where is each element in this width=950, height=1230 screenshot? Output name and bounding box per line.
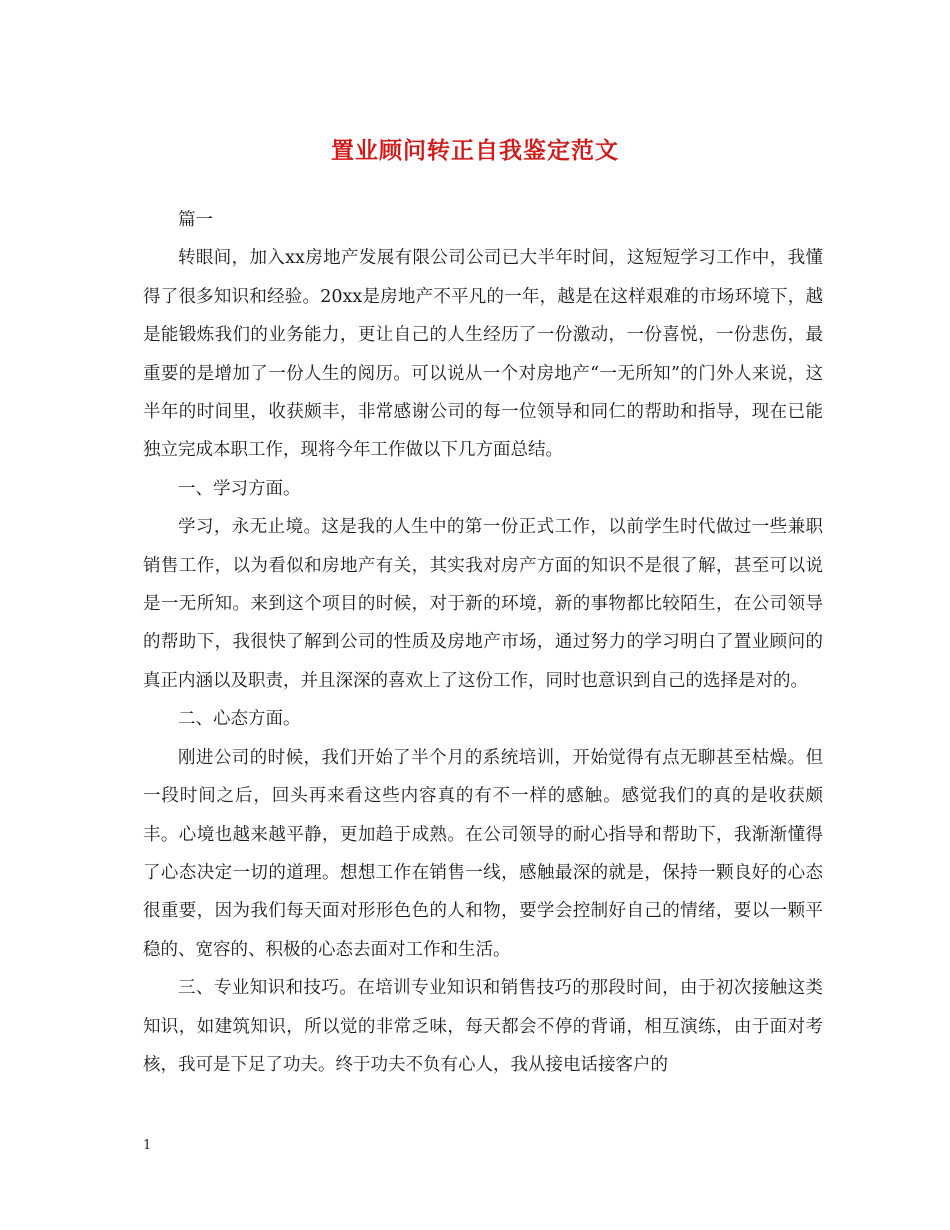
section-label: 篇一 [178,210,213,230]
document-body [143,201,823,1084]
body-paragraph: 刚进公司的时候，我们开始了半个月的系统培训，开始觉得有点无聊甚至枯燥。但一段时间之后，回头再来看这些内容真的有不一样的感触。感觉我们的真的是收获颇丰。心境也越来越平静，更加趋于成熟。在公司领导的耐心指导和帮助下，我渐渐懂得了心态决定一切的道理。想想工作在销售一线，感触最深的就是，保持一颗良好的心态很重要，因为我们每天面对形形色色的人和物，要学会控制好自己的情绪，要以一颗平稳的、宽容的、积极的心态去面对工作和生活。 [143,747,823,960]
body-paragraph: 三、专业知识和技巧。在培训专业知识和销售技巧的那段时间，由于初次接触这类知识，如建筑知识，所以觉的非常乏味，每天都会不停的背诵，相互演练，由于面对考核，我可是下足了功夫。终于功夫不负有心人，我从接电话接客户的 [143,978,823,1075]
page-number: 1 [143,1138,152,1153]
document-title: 置业顾问转正自我鉴定范文 [331,137,619,164]
body-paragraph: 转眼间，加入xx房地产发展有限公司公司已大半年时间，这短短学习工作中，我懂得了很多知识和经验。20xx是房地产不平凡的一年，越是在这样艰难的市场环境下，越是能锻炼我们的业务能力，更让自己的人生经历了一份激动，一份喜悦，一份悲伤，最重要的是增加了一份人生的阅历。可以说从一个对房地产“一无所知”的门外人来说，这半年的时间里，收获颇丰，非常感谢公司的每一位领导和同仁的帮助和指导，现在已能独立完成本职工作，现将今年工作做以下几方面总结。 [143,248,823,461]
section-heading: 一、学习方面。 [178,478,301,499]
body-paragraph: 学习，永无止境。这是我的人生中的第一份正式工作，以前学生时代做过一些兼职销售工作，以为看似和房地产有关，其实我对房产方面的知识不是很了解，甚至可以说是一无所知。来到这个项目的时候，对于新的环境，新的事物都比较陌生，在公司领导的帮助下，我很快了解到公司的性质及房地产市场，通过努力的学习明白了置业顾问的真正内涵以及职责，并且深深的喜欢上了这份工作，同时也意识到自己的选择是对的。 [143,517,823,691]
section-heading: 二、心态方面。 [178,709,301,730]
